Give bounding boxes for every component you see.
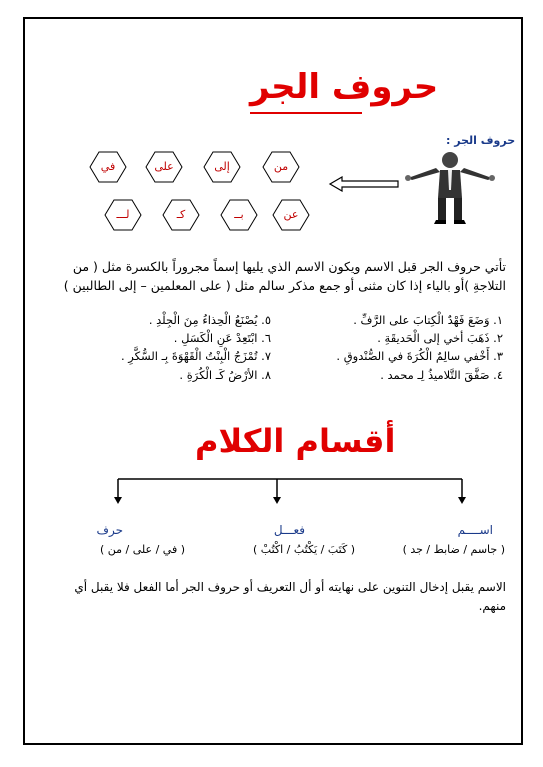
example-4: ٤. صَفَّقَ التَّلاميذُ لِـ محمد . bbox=[380, 368, 503, 382]
category-verb-examples: ( كَتَبَ / يَكْتُبُ / اكْتُبْ ) bbox=[252, 543, 355, 556]
category-noun-title: اســــم bbox=[457, 523, 493, 537]
hex-label: إلى bbox=[214, 160, 230, 173]
hex-letter-ka bbox=[162, 199, 200, 231]
left-arrow-icon bbox=[328, 176, 400, 192]
example-8: ٨. الأرْضُ كَـ الْكُرَةِ . bbox=[179, 368, 271, 382]
hex-label: في bbox=[100, 160, 116, 173]
page-title: حروف الجر bbox=[250, 67, 439, 107]
man-figure-icon bbox=[400, 150, 505, 225]
example-3: ٣. أَخْفي سالِمٌ الْكُرَةَ في الصُّنْدوقِ . bbox=[336, 349, 503, 363]
category-noun-examples: ( جاسم / ضابط / جد ) bbox=[402, 543, 505, 556]
hex-label: بــ bbox=[234, 208, 244, 221]
grammar-paragraph: تأتي حروف الجر قبل الاسم ويكون الاسم الذي يليها إسماً مجروراً بالكسرة مثل ( من التلاجةِ )أو بالياء إذا كان مثنى أو جمع مذكر سالم مثل ( على المعلمين – إلى الطالبين ) bbox=[63, 259, 506, 293]
letters-label: حروف الجر : bbox=[446, 134, 516, 147]
example-7: ٧. تُمْزَجُ الْبِنْتُ الْقَهْوَةَ بِـ السُّكَّرِ . bbox=[121, 349, 271, 363]
hex-letter-fi bbox=[89, 151, 127, 183]
hex-label: عن bbox=[283, 208, 299, 221]
hex-letter-bi bbox=[220, 199, 258, 231]
example-1: ١. وَضَعَ فَهْدٌ الْكِتابَ على الرَّفِّ . bbox=[353, 313, 503, 327]
hex-letter-ila bbox=[203, 151, 241, 183]
hex-letter-an bbox=[272, 199, 310, 231]
hex-letter-min bbox=[262, 151, 300, 183]
example-5: ٥. يُصْنَعُ الْحِذاءُ مِنَ الْجِلْدِ . bbox=[148, 313, 271, 327]
title-underline bbox=[250, 112, 362, 114]
category-letter-examples: ( في / على / من ) bbox=[99, 543, 185, 556]
hex-letter-li bbox=[104, 199, 142, 231]
category-letter-title: حرف bbox=[96, 523, 123, 537]
category-verb-title: فعـــل bbox=[273, 523, 305, 537]
hex-label: على bbox=[154, 160, 174, 173]
example-2: ٢. ذَهَبَ أخي إلى الْحَديقَةِ . bbox=[377, 331, 503, 345]
speech-parts-tree bbox=[110, 475, 470, 505]
hex-letter-ala bbox=[145, 151, 183, 183]
bottom-note: الاسم يقبل إدخال التنوين على نهايته أو أل التعريف أو حروف الجر أما الفعل فلا يقبل أي منهم. bbox=[74, 580, 506, 613]
hex-label: من bbox=[273, 160, 289, 173]
hex-label: كـ bbox=[176, 208, 186, 221]
example-6: ٦. ابْتَعِدْ عَنِ الْكَسَلِ . bbox=[173, 331, 271, 345]
section-title: أقسام الكلام bbox=[195, 422, 396, 460]
hex-label: لـــ bbox=[116, 208, 130, 221]
